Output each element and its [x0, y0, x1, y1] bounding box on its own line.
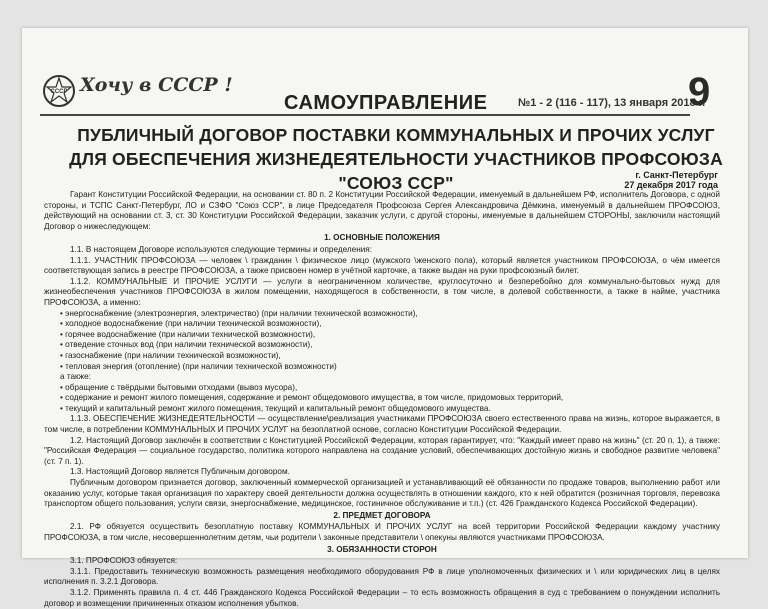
list-item: • содержание и ремонт жилого помещения, содержание и ремонт общедомового имущества, в том числе, придомовых территорий,	[44, 393, 720, 404]
paragraph: 1.3. Настоящий Договор является Публичным договором.	[70, 467, 290, 477]
newspaper-page	[22, 28, 748, 608]
paragraph: 3.1.1. Предоставить техническую возможность размещения необходимого оборудования РФ в лице уполномоченных физических и \ или юридических лиц в целях исполнения п. 3.2.1 Договора.	[44, 566, 720, 587]
issue-info: №1 - 2 (116 - 117), 13 января 2018 г.	[518, 97, 706, 109]
list-item: • холодное водоснабжение (при наличии технической возможности),	[44, 319, 720, 330]
paragraph: 1.2. Настоящий Договор заключён в соответствии с Конституцией Российской Федерации, которая гарантирует, что: "Каждый имеет право на жизнь" (ст. 20 п. 1), а также: "Российская Федерация — социальное государство, политика которого направлена на создание условий, обеспечивающих достойную жизнь и свободное развитие человека" (ст. 7 п. 1).	[44, 435, 720, 466]
contract-body	[44, 190, 720, 609]
paragraph: 1.1.1. УЧАСТНИК ПРОФСОЮЗА — человек \ гражданин \ физическое лицо (мужского \женского пола), который является участником ПРОФСОЮЗА, о чём имеется соответствующая запись в реестре ПРОФСОЮЗА, а также присвоен номер в учётной карточке, а также выдан на руки профсоюзный билет.	[44, 255, 720, 276]
section-heading: 3. ОБЯЗАННОСТИ СТОРОН	[327, 544, 437, 554]
list-item: • газоснабжение (при наличии технической возможности),	[44, 351, 720, 362]
header-rule	[40, 114, 690, 116]
intro-paragraph: Гарант Конституции Российской Федерации, на основании ст. 80 п. 2 Конституции Российской Федерации, именуемый в дальнейшем РФ, исполнитель Договора, с одной стороны, и ТСПС Санкт-Петербург, ЛО и СЗФО "Союз ССР", в лице Председателя Профсоюза Сергея Александровича Дёмкина, именуемый в дальнейшем ПРОФСОЮЗ, действующий на основании ст. 3, ст. 30 Конституции Российской Федерации, заказчик услуги, с другой стороны, именуемые в дальнейшем СТОРОНЫ, заключили настоящий Договор о нижеследующем:	[44, 190, 720, 231]
also-label: а также:	[60, 372, 91, 382]
page-number: 9	[688, 70, 711, 114]
date: 27 декабря 2017 года	[624, 180, 718, 190]
brand-name: Хочу в СССР !	[80, 74, 233, 96]
paragraph: 3.1. ПРОФСОЮЗ обязуется:	[70, 556, 178, 566]
paragraph: 1.1.2. КОММУНАЛЬНЫЕ И ПРОЧИЕ УСЛУГИ — услуги в неограниченном количестве, круглосуточно и безперебойно для коммунально-бытовых нужд для жизнеобеспечения участников ПРОФСОЮЗА в жилом помещении, находящегося в собственности, в том числе, в долевой собственности, а также в найме, участника ПРОФСОЮЗА, а именно:	[44, 276, 720, 307]
section-title: САМОУПРАВЛЕНИЕ	[284, 92, 488, 114]
list-item: • отведение сточных вод (при наличии технической возможности),	[44, 340, 720, 351]
section-heading: 2. ПРЕДМЕТ ДОГОВОРА	[333, 510, 431, 520]
section-heading: 1. ОСНОВНЫЕ ПОЛОЖЕНИЯ	[324, 233, 440, 243]
paragraph: 1.1. В настоящем Договоре используются следующие термины и определения:	[70, 244, 373, 254]
list-item: • обращение с твёрдыми бытовыми отходами (вывоз мусора),	[44, 383, 720, 394]
place-date	[624, 170, 718, 190]
paragraph: 2.1. РФ обязуется осуществить безоплатную поставку КОММУНАЛЬНЫХ И ПРОЧИХ УСЛУГ на всей территории Российской Федерации каждому участнику ПРОФСОЮЗА, в том числе, несовершеннолетним детям, чьи родители \ законные представители \ опекуны являются участниками ПРОФСОЮЗА.	[44, 522, 720, 542]
paragraph: Публичным договором признается договор, заключенный коммерческой организацией и устанавливающий её обязанности по продаже товаров, выполнению работ или оказанию услуг, которые такая организация по характеру своей деятельности должна осуществлять в отношении каждого, кто к ней обратится (розничная торговля, перевозка транспортом общего пользования, услуги связи, энергоснабжение, медицинское, гостиничное обслуживание и т.п.) (ст. 426 Гражданского Кодекса Российской Федерации).	[44, 478, 720, 509]
place: г. Санкт-Петербург	[635, 170, 718, 180]
list-item: • текущий и капитальный ремонт жилого помещения, текущий и капитальный ремонт общедомового имущества.	[44, 404, 720, 415]
list-item: • энергоснабжение (электроэнергия, электричество) (при наличии технической возможности),	[44, 309, 720, 320]
paragraph: 1.1.3. ОБЕСПЕЧЕНИЕ ЖИЗНЕДЕЯТЕЛЬНОСТИ — осуществление\реализация участниками ПРОФСОЮЗА своего естественного права на жизнь, которое выражается, в том числе, в потреблении КОММУНАЛЬНЫХ И ПРОЧИХ УСЛУГ на безоплатной основе, согласно Конституции Российской Федерации.	[44, 414, 720, 435]
ussr-emblem-icon	[42, 74, 76, 108]
document-title: ПУБЛИЧНЫЙ ДОГОВОР ПОСТАВКИ КОММУНАЛЬНЫХ И ПРОЧИХ УСЛУГ ДЛЯ ОБЕСПЕЧЕНИЯ ЖИЗНЕДЕЯТЕЛЬНОСТИ УЧАСТНИКОВ ПРОФСОЮЗА "СОЮЗ ССР"	[69, 125, 723, 193]
svg-text:СССР: СССР	[50, 89, 68, 95]
list-item: • горячее водоснабжение (при наличии технической возможности),	[44, 330, 720, 341]
list-item: • тепловая энергия (отопление) (при наличии технической возможности)	[44, 362, 720, 373]
paragraph: 3.1.2. Применять правила п. 4 ст. 446 Гражданского Кодекса Российской Федерации – то есть возможность обращения в суд с требованием о понуждении исполнить договор и возмещении причиненных отказом исполнения убытков.	[44, 587, 720, 608]
